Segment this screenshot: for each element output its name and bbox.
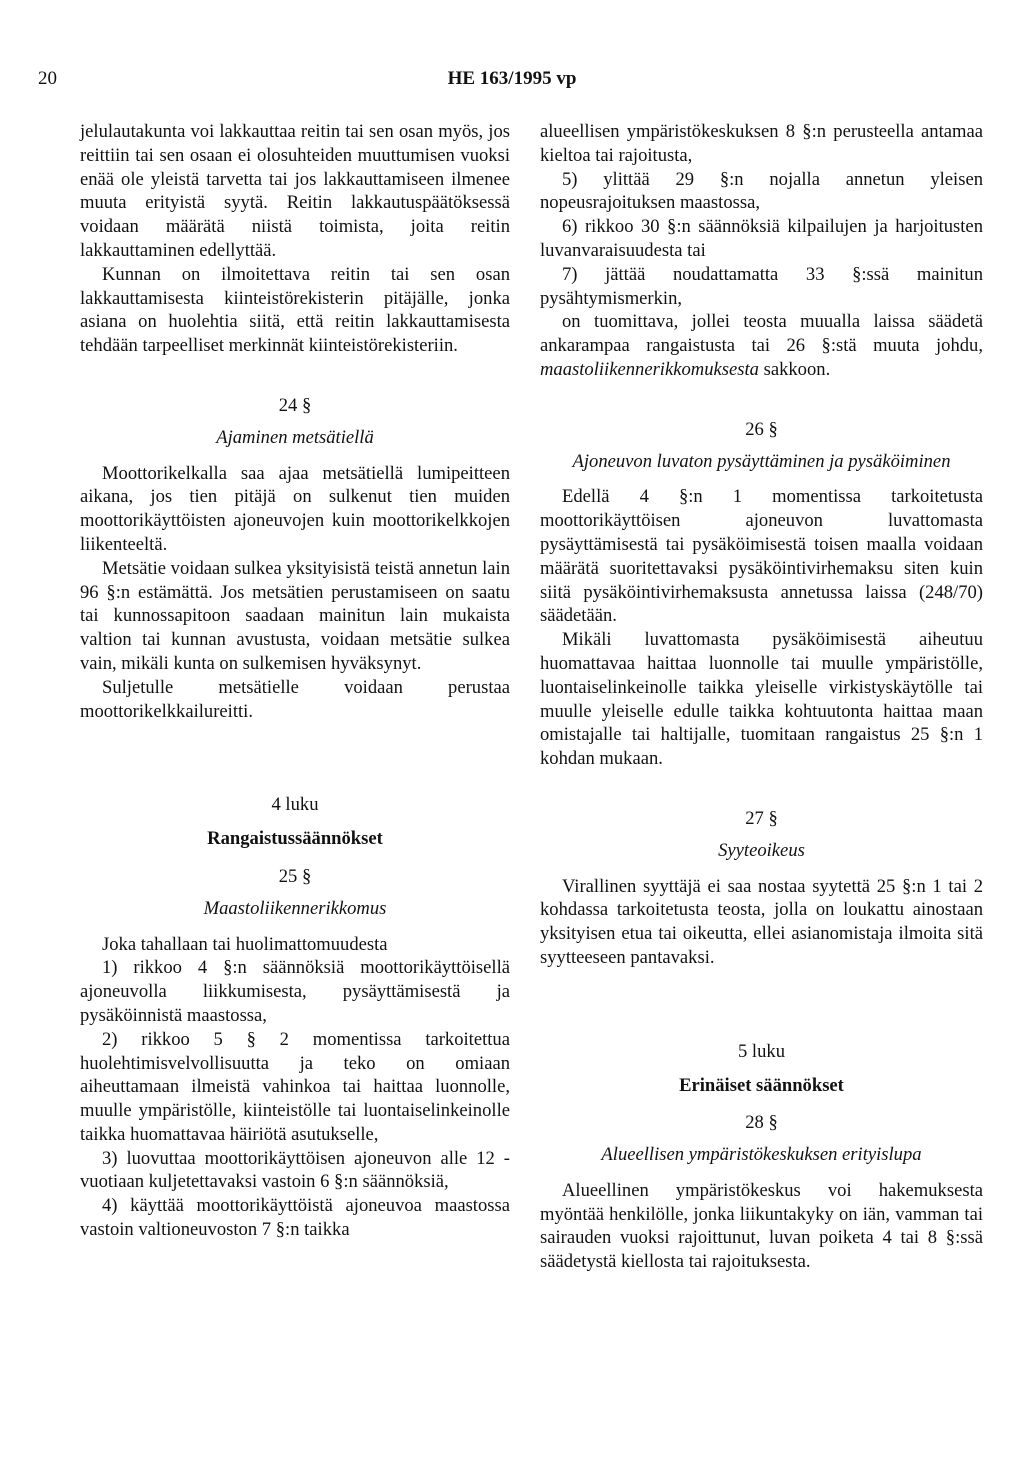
right-column bbox=[540, 120, 983, 1274]
section-number: 26 § bbox=[745, 418, 778, 440]
chapter-number: 4 luku bbox=[271, 794, 319, 816]
text-run: sakkoon. bbox=[758, 358, 831, 380]
left-column bbox=[80, 120, 510, 1242]
chapter-title: Erinäiset säännökset bbox=[679, 1074, 844, 1096]
paragraph: Mikäli luvattomasta pysäköimisestä aiheutuu huomattavaa haittaa luonnolle tai muulle ympäristölle, luontaiselinkeinolle taikka yleiselle virkistyskäytölle tai muulle yleiselle edulle taikka kohtuutonta haittaa maan omistajalle tai haltijalle, tuomitaan rangaistus 25 §:n 1 kohdan mukaan. bbox=[540, 629, 983, 770]
section-number: 24 § bbox=[278, 394, 312, 416]
paragraph: Kunnan on ilmoitettava reitin tai sen osan lakkauttamisesta kiinteistörekisterin pitäjälle, jonka asiana on huolehtia siitä, että reitin lakkauttamisesta tehdään tarpeelliset merkinnät kiinteistörekisteriin. bbox=[80, 263, 510, 357]
list-item: 2) rikkoo 5 § 2 momentissa tarkoitettua huolehtimisvelvollisuutta ja teko on omiaan aiheuttamaan ilmeistä vahinkoa tai haittaa luonnolle, muulle ympäristölle, kiinteistölle tai luontaiselinkeinolle taikka huomattavaa häiriötä asutukselle, bbox=[80, 1028, 510, 1145]
paragraph: Metsätie voidaan sulkea yksityisistä teistä annetun lain 96 §:n estämättä. Jos metsätien perustamiseen on saatu tai kunnossapitoon saadaan mainitun lain mukaista valtion tai kunnan avustusta, voidaan metsätie sulkea vain, mikäli kunta on sulkemisen hyväksynyt. bbox=[80, 557, 510, 674]
list-item: 6) rikkoo 30 §:n säännöksiä kilpailujen ja harjoitusten luvanvaraisuudesta tai bbox=[540, 216, 983, 261]
paragraph: Moottorikelkalla saa ajaa metsätiellä lumipeitteen aikana, jos tien pitäjä on sulkenut tien muiden moottorikäyttöisten ajoneuvojen kuin moottorikelkkojen liikenteeltä. bbox=[80, 462, 510, 555]
section-title: Alueellisen ympäristökeskuksen erityislupa bbox=[601, 1144, 922, 1166]
emphasized-term: maastoliikennerikkomuksesta bbox=[540, 358, 759, 380]
text-run: on tuomittava, jollei teosta muualla laissa säädetä ankarampaa rangaistusta tai 26 §:stä muuta johdu, bbox=[540, 311, 983, 357]
list-item: 5) ylittää 29 §:n nojalla annetun yleisen nopeusrajoituksen maastossa, bbox=[540, 168, 983, 214]
paragraph: jelulautakunta voi lakkauttaa reitin tai sen osan myös, jos reittiin tai sen osaan ei olosuhteiden muuttumisen vuoksi enää ole yleistä tarvetta tai jos lakkauttamiseen ilmenee muuta erityistä syytä. Reitin lakkautuspäätöksessä voidaan määrätä niistä toimista, joita reitin lakkauttaminen edellyttää. bbox=[80, 121, 510, 261]
section-title: Syyteoikeus bbox=[718, 839, 805, 861]
section-title: Maastoliikennerikkomus bbox=[203, 897, 387, 919]
paragraph: Virallinen syyttäjä ei saa nostaa syytettä 25 §:n 1 tai 2 kohdassa tarkoitetusta teosta, jolla on loukattu ainostaan yksityisen etua tai oikeutta, ellei asianomistaja ilmoita sitä syytteeseen pantavaksi. bbox=[540, 875, 983, 968]
section-title: Ajaminen metsätiellä bbox=[216, 426, 374, 448]
list-item: 7) jättää noudattamatta 33 §:ssä mainitun pysähtymismerkin, bbox=[540, 263, 983, 309]
section-number: 25 § bbox=[278, 865, 312, 887]
list-item: 1) rikkoo 4 §:n säännöksiä moottorikäyttöisellä ajoneuvolla liikkumisesta, pysäyttämisestä ja pysäköinnistä maastossa, bbox=[80, 957, 510, 1026]
chapter-title: Rangaistussäännökset bbox=[207, 828, 383, 850]
paragraph: Joka tahallaan tai huolimattomuudesta bbox=[102, 933, 388, 955]
section-title: Ajoneuvon luvaton pysäyttäminen ja pysäköiminen bbox=[572, 450, 951, 472]
paragraph bbox=[540, 310, 983, 381]
paragraph: Edellä 4 §:n 1 momentissa tarkoitetusta moottorikäyttöisen ajoneuvon luvattomasta pysäyttämisestä tai pysäköimisestä toisen maalla voidaan määrätä suoritettavaksi pysäköintivirhemaksu siten kuin siitä pysäköintivirhemaksusta annetussa laissa (248/70) säädetään. bbox=[540, 486, 983, 627]
section-number: 27 § bbox=[745, 807, 778, 829]
paragraph: alueellisen ympäristökeskuksen 8 §:n perusteella antamaa kieltoa tai rajoitusta, bbox=[540, 121, 983, 166]
paragraph: Alueellinen ympäristökeskus voi hakemuksesta myöntää henkilölle, jonka liikuntakyky on iän, vamman tai sairauden vuoksi rajoittunut, luvan poiketa 4 tai 8 §:ssä säädetystä kiellosta tai rajoituksesta. bbox=[540, 1179, 983, 1273]
page-header bbox=[0, 68, 1024, 98]
document-id: HE 163/1995 vp bbox=[447, 68, 577, 89]
page-number: 20 bbox=[38, 68, 57, 89]
list-item: 4) käyttää moottorikäyttöistä ajoneuvoa maastossa vastoin valtioneuvoston 7 §:n taikka bbox=[80, 1195, 510, 1241]
section-number: 28 § bbox=[745, 1112, 778, 1134]
paragraph: Suljetulle metsätielle voidaan perustaa moottorikelkkailureitti. bbox=[80, 676, 510, 722]
chapter-number: 5 luku bbox=[737, 1040, 785, 1062]
list-item: 3) luovuttaa moottorikäyttöisen ajoneuvon alle 12 -vuotiaan kuljetettavaksi vastoin 6 §:n säännöksiä, bbox=[80, 1147, 510, 1193]
